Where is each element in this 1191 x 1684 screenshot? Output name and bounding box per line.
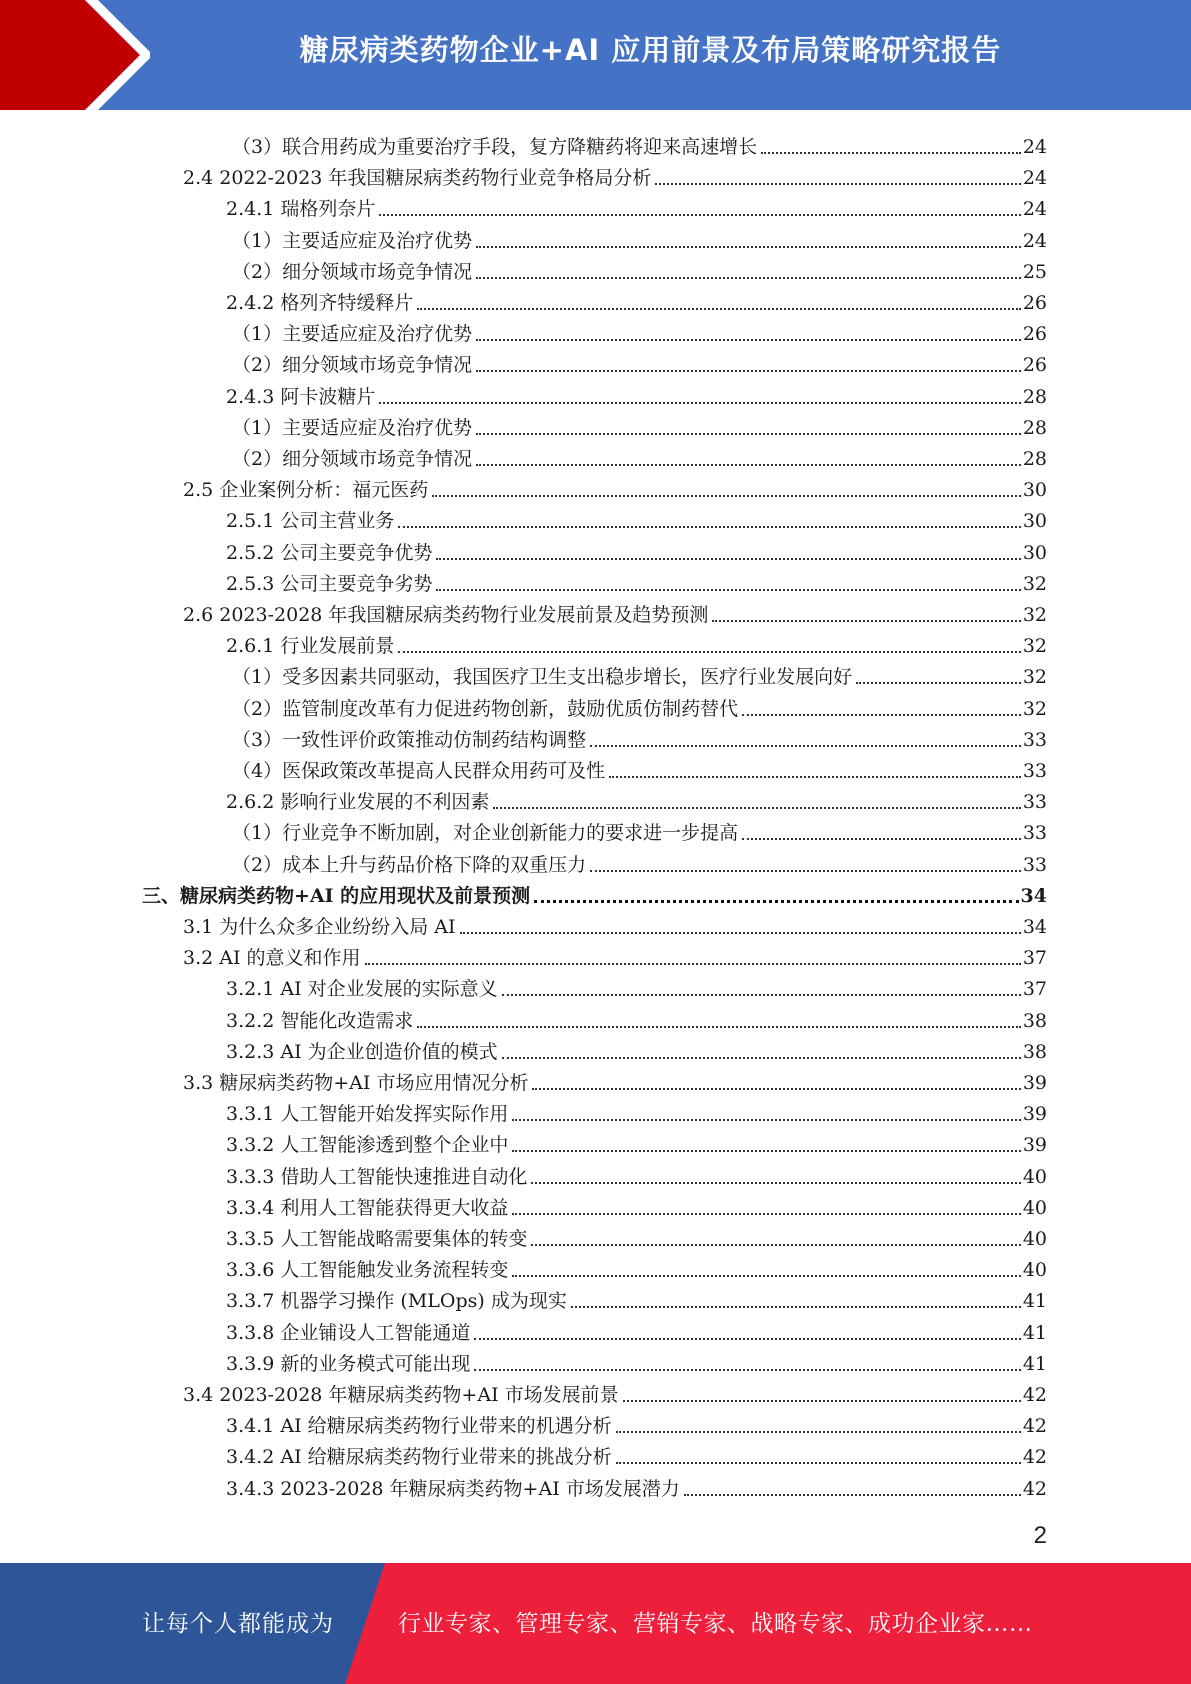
toc-entry-title: 2.6 2023-2028 年我国糖尿病类药物行业发展前景及趋势预测: [183, 604, 709, 626]
toc-entry-page: 39: [1022, 1072, 1047, 1094]
toc-entry-title: 3.3.3 借助人工智能快速推进自动化: [226, 1165, 528, 1188]
toc-entry-page: 25: [1022, 260, 1047, 283]
toc-entry[interactable]: [226, 1282, 1047, 1313]
toc-entry-page: 28: [1022, 448, 1047, 470]
toc-dot-leader: [379, 214, 1020, 216]
toc-entry-page: 24: [1022, 136, 1047, 158]
toc-entry[interactable]: [232, 814, 1047, 845]
toc-entry-title: 3.3 糖尿病类药物+AI 市场应用情况分析: [183, 1072, 529, 1094]
toc-entry[interactable]: [226, 502, 1047, 533]
toc-entry-title: 2.4.2 格列齐特缓释片: [226, 292, 414, 314]
toc-entry-title: （2）细分领域市场竞争情况: [232, 354, 473, 377]
toc-entry-page: 33: [1022, 822, 1047, 845]
toc-entry-title: 3.3.6 人工智能触发业务流程转变: [226, 1259, 509, 1282]
toc-entry-title: 2.5.2 公司主要竞争优势: [226, 541, 433, 564]
toc-dot-leader: [493, 807, 1020, 809]
toc-entry-page: 28: [1022, 385, 1047, 408]
toc-entry-title: 3.3.8 企业铺设人工智能通道: [226, 1321, 471, 1344]
toc-entry-page: 39: [1022, 1103, 1047, 1126]
toc-entry[interactable]: [232, 222, 1047, 253]
toc-entry[interactable]: [226, 1470, 1047, 1501]
toc-entry[interactable]: [232, 690, 1047, 721]
toc-entry-page: 34: [1022, 916, 1047, 938]
toc-dot-leader: [512, 1275, 1020, 1277]
toc-dot-leader: [476, 464, 1021, 466]
toc-entry-page: 24: [1022, 229, 1047, 252]
toc-entry-title: 2.4 2022-2023 年我国糖尿病类药物行业竞争格局分析: [183, 167, 652, 190]
toc-entry-title: （3）联合用药成为重要治疗手段，复方降糖药将迎来高速增长: [232, 136, 758, 158]
toc-dot-leader: [436, 589, 1020, 591]
toc-dot-leader: [365, 963, 1021, 965]
header-arrow-decoration: [0, 0, 150, 110]
toc-entry-page: 33: [1022, 728, 1047, 751]
toc-dot-leader: [476, 339, 1021, 341]
toc-dot-leader: [474, 1369, 1020, 1371]
toc-dot-leader: [590, 870, 1021, 872]
footer-slogan-left: 让每个人都能成为: [142, 1611, 334, 1637]
toc-entry[interactable]: [226, 1438, 1047, 1469]
toc-dot-leader: [476, 433, 1021, 435]
toc-entry-title: 3.3.9 新的业务模式可能出现: [226, 1352, 471, 1375]
toc-entry-title: 3.4.3 2023-2028 年糖尿病类药物+AI 市场发展潜力: [226, 1477, 680, 1500]
toc-entry-page: 32: [1022, 635, 1047, 658]
toc-entry-page: 38: [1022, 1040, 1047, 1063]
toc-dot-leader: [512, 1119, 1020, 1121]
toc-dot-leader: [460, 932, 1021, 934]
toc-entry[interactable]: [226, 284, 1047, 315]
toc-entry-page: 41: [1022, 1352, 1047, 1375]
toc-dot-leader: [534, 900, 1018, 903]
toc-dot-leader: [742, 714, 1021, 716]
toc-entry-page: 28: [1022, 416, 1047, 439]
toc-dot-leader: [571, 1306, 1021, 1308]
toc-entry[interactable]: [226, 1407, 1047, 1438]
toc-dot-leader: [476, 246, 1021, 248]
toc-entry[interactable]: [232, 315, 1047, 346]
toc-entry[interactable]: [183, 159, 1047, 190]
toc-entry-title: （2）成本上升与药品价格下降的双重压力: [232, 853, 587, 876]
toc-entry-title: 三、糖尿病类药物+AI 的应用现状及前景预测: [142, 884, 531, 907]
toc-entry-page: 42: [1022, 1384, 1047, 1406]
toc-dot-leader: [512, 1213, 1020, 1215]
toc-dot-leader: [476, 370, 1021, 372]
toc-entry[interactable]: [183, 1064, 1047, 1095]
toc-entry[interactable]: [232, 721, 1047, 752]
toc-entry[interactable]: [226, 783, 1047, 814]
toc-entry-title: （2）细分领域市场竞争情况: [232, 260, 473, 283]
toc-entry[interactable]: [226, 1002, 1047, 1033]
toc-entry-title: 3.3.7 机器学习操作 (MLOps) 成为现实: [226, 1290, 567, 1313]
toc-entry-title: 2.5 企业案例分析：福元医药: [183, 479, 429, 502]
toc-dot-leader: [856, 682, 1021, 684]
footer-banner: [0, 1563, 1191, 1684]
toc-entry-page: 33: [1022, 760, 1047, 782]
toc-entry-page: 37: [1022, 978, 1047, 1001]
toc-entry[interactable]: [226, 565, 1047, 596]
toc-entry-title: （1）主要适应症及治疗优势: [232, 416, 473, 439]
toc-entry[interactable]: [226, 1251, 1047, 1282]
toc-dot-leader: [398, 651, 1020, 653]
toc-dot-leader: [502, 994, 1021, 996]
toc-dot-leader: [417, 308, 1020, 310]
toc-entry[interactable]: [226, 627, 1047, 658]
toc-entry-title: （1）行业竞争不断加剧，对企业创新能力的要求进一步提高: [232, 822, 739, 845]
toc-entry-page: 39: [1022, 1134, 1047, 1157]
toc-entry-page: 37: [1022, 947, 1047, 970]
toc-entry[interactable]: [232, 846, 1047, 877]
toc-entry-title: 3.2 AI 的意义和作用: [183, 947, 361, 970]
toc-entry-page: 24: [1022, 167, 1047, 190]
toc-entry-title: 3.3.4 利用人工智能获得更大收益: [226, 1196, 509, 1219]
toc-entry[interactable]: [232, 253, 1047, 284]
toc-entry-page: 38: [1022, 1009, 1047, 1032]
toc-entry-page: 42: [1022, 1477, 1047, 1500]
toc-entry[interactable]: [226, 970, 1047, 1001]
toc-entry-page: 24: [1022, 198, 1047, 221]
toc-entry[interactable]: [232, 409, 1047, 440]
toc-entry-page: 41: [1022, 1290, 1047, 1313]
toc-entry[interactable]: [226, 1095, 1047, 1126]
toc-entry[interactable]: [226, 378, 1047, 409]
toc-entry-title: 3.4.2 AI 给糖尿病类药物行业带来的挑战分析: [226, 1446, 612, 1469]
toc-entry-page: 40: [1022, 1196, 1047, 1219]
toc-entry[interactable]: [232, 128, 1047, 159]
toc-entry-page: 42: [1022, 1415, 1047, 1438]
footer-slogan-right: 行业专家、管理专家、营销专家、战略专家、成功企业家……: [398, 1611, 1033, 1637]
toc-dot-leader: [609, 776, 1021, 778]
toc-entry-title: 3.2.3 AI 为企业创造价值的模式: [226, 1040, 498, 1063]
toc-dot-leader: [474, 1338, 1020, 1340]
toc-dot-leader: [476, 277, 1021, 279]
toc-dot-leader: [616, 1431, 1021, 1433]
toc-dot-leader: [742, 838, 1021, 840]
toc-entry-title: （2）监管制度改革有力促进药物创新，鼓励优质仿制药替代: [232, 697, 739, 720]
toc-dot-leader: [417, 1026, 1020, 1028]
toc-entry-page: 26: [1022, 323, 1047, 346]
toc-entry-title: 3.3.5 人工智能战略需要集体的转变: [226, 1228, 528, 1250]
toc-dot-leader: [436, 558, 1020, 560]
toc-entry-page: 33: [1022, 791, 1047, 814]
page-number: 2: [1033, 1522, 1047, 1549]
toc-entry-page: 30: [1022, 541, 1047, 564]
toc-entry[interactable]: [226, 1126, 1047, 1157]
toc-entry[interactable]: [226, 190, 1047, 221]
toc-entry-title: （1）主要适应症及治疗优势: [232, 229, 473, 252]
toc-entry-page: 32: [1022, 666, 1047, 689]
report-title: 糖尿病类药物企业+AI 应用前景及布局策略研究报告: [299, 33, 1002, 67]
toc-entry[interactable]: [183, 1376, 1047, 1407]
toc-entry-page: 42: [1022, 1446, 1047, 1469]
header-banner: [0, 0, 1191, 110]
toc-entry-title: （4）医保政策改革提高人民群众用药可及性: [232, 760, 606, 782]
toc-entry[interactable]: [226, 1033, 1047, 1064]
toc-dot-leader: [531, 1182, 1020, 1184]
toc-entry-page: 30: [1022, 510, 1047, 533]
toc-entry-title: （1）主要适应症及治疗优势: [232, 323, 473, 346]
toc-entry[interactable]: [183, 908, 1047, 939]
toc-entry-page: 34: [1020, 884, 1047, 907]
toc-dot-leader: [502, 1057, 1021, 1059]
toc-entry[interactable]: [183, 596, 1047, 627]
toc-dot-leader: [531, 1244, 1020, 1246]
toc-entry-page: 32: [1022, 697, 1047, 720]
toc-entry-title: 2.4.3 阿卡波糖片: [226, 385, 376, 408]
toc-entry-page: 26: [1022, 354, 1047, 377]
toc-entry[interactable]: [226, 534, 1047, 565]
toc-entry[interactable]: [183, 471, 1047, 502]
toc-dot-leader: [712, 620, 1020, 622]
toc-entry[interactable]: [226, 1314, 1047, 1345]
toc-dot-leader: [761, 152, 1021, 154]
toc-entry-title: 3.4.1 AI 给糖尿病类药物行业带来的机遇分析: [226, 1415, 612, 1438]
toc-entry-title: （1）受多因素共同驱动，我国医疗卫生支出稳步增长，医疗行业发展向好: [232, 666, 853, 689]
toc-dot-leader: [655, 183, 1020, 185]
toc-entry-page: 40: [1022, 1228, 1047, 1250]
toc-entry-title: （2）细分领域市场竞争情况: [232, 448, 473, 470]
toc-dot-leader: [432, 495, 1021, 497]
toc-dot-leader: [379, 402, 1020, 404]
toc-entry[interactable]: [232, 440, 1047, 471]
toc-dot-leader: [616, 1462, 1021, 1464]
toc-entry[interactable]: [226, 1158, 1047, 1189]
toc-entry-title: 2.6.1 行业发展前景: [226, 635, 395, 658]
toc-entry-title: 3.2.2 智能化改造需求: [226, 1009, 414, 1032]
toc-entry-page: 32: [1022, 604, 1047, 626]
toc-entry-title: 3.3.1 人工智能开始发挥实际作用: [226, 1103, 509, 1126]
toc-entry-title: 2.5.1 公司主营业务: [226, 510, 395, 533]
toc-entry[interactable]: [232, 752, 1047, 783]
toc-entry-title: （3）一致性评价政策推动仿制药结构调整: [232, 728, 587, 751]
toc-entry-title: 2.5.3 公司主要竞争劣势: [226, 572, 433, 595]
toc-dot-leader: [590, 745, 1021, 747]
toc-entry-page: 40: [1022, 1165, 1047, 1188]
toc-entry-title: 2.6.2 影响行业发展的不利因素: [226, 791, 490, 814]
toc-entry-page: 40: [1022, 1259, 1047, 1282]
toc-entry-page: 32: [1022, 572, 1047, 595]
toc-entry-page: 33: [1022, 853, 1047, 876]
toc-entry-page: 30: [1022, 479, 1047, 502]
toc-entry-page: 26: [1022, 292, 1047, 314]
toc-entry-page: 41: [1022, 1321, 1047, 1344]
toc-entry[interactable]: [232, 346, 1047, 377]
toc-entry-title: 3.4 2023-2028 年糖尿病类药物+AI 市场发展前景: [183, 1384, 619, 1406]
toc-dot-leader: [623, 1400, 1021, 1402]
toc-entry[interactable]: [142, 877, 1047, 908]
toc-entry[interactable]: [183, 939, 1047, 970]
toc-dot-leader: [684, 1494, 1021, 1496]
toc-dot-leader: [398, 526, 1020, 528]
toc-entry[interactable]: [226, 1220, 1047, 1251]
toc-entry-title: 3.2.1 AI 对企业发展的实际意义: [226, 978, 498, 1001]
toc-entry[interactable]: [226, 1345, 1047, 1376]
toc-entry[interactable]: [226, 1189, 1047, 1220]
toc-entry[interactable]: [232, 658, 1047, 689]
toc-dot-leader: [532, 1088, 1020, 1090]
toc-entry-title: 2.4.1 瑞格列奈片: [226, 198, 376, 221]
toc-dot-leader: [512, 1150, 1020, 1152]
toc-entry-title: 3.3.2 人工智能渗透到整个企业中: [226, 1134, 509, 1157]
toc-entry-title: 3.1 为什么众多企业纷纷入局 AI: [183, 916, 456, 938]
